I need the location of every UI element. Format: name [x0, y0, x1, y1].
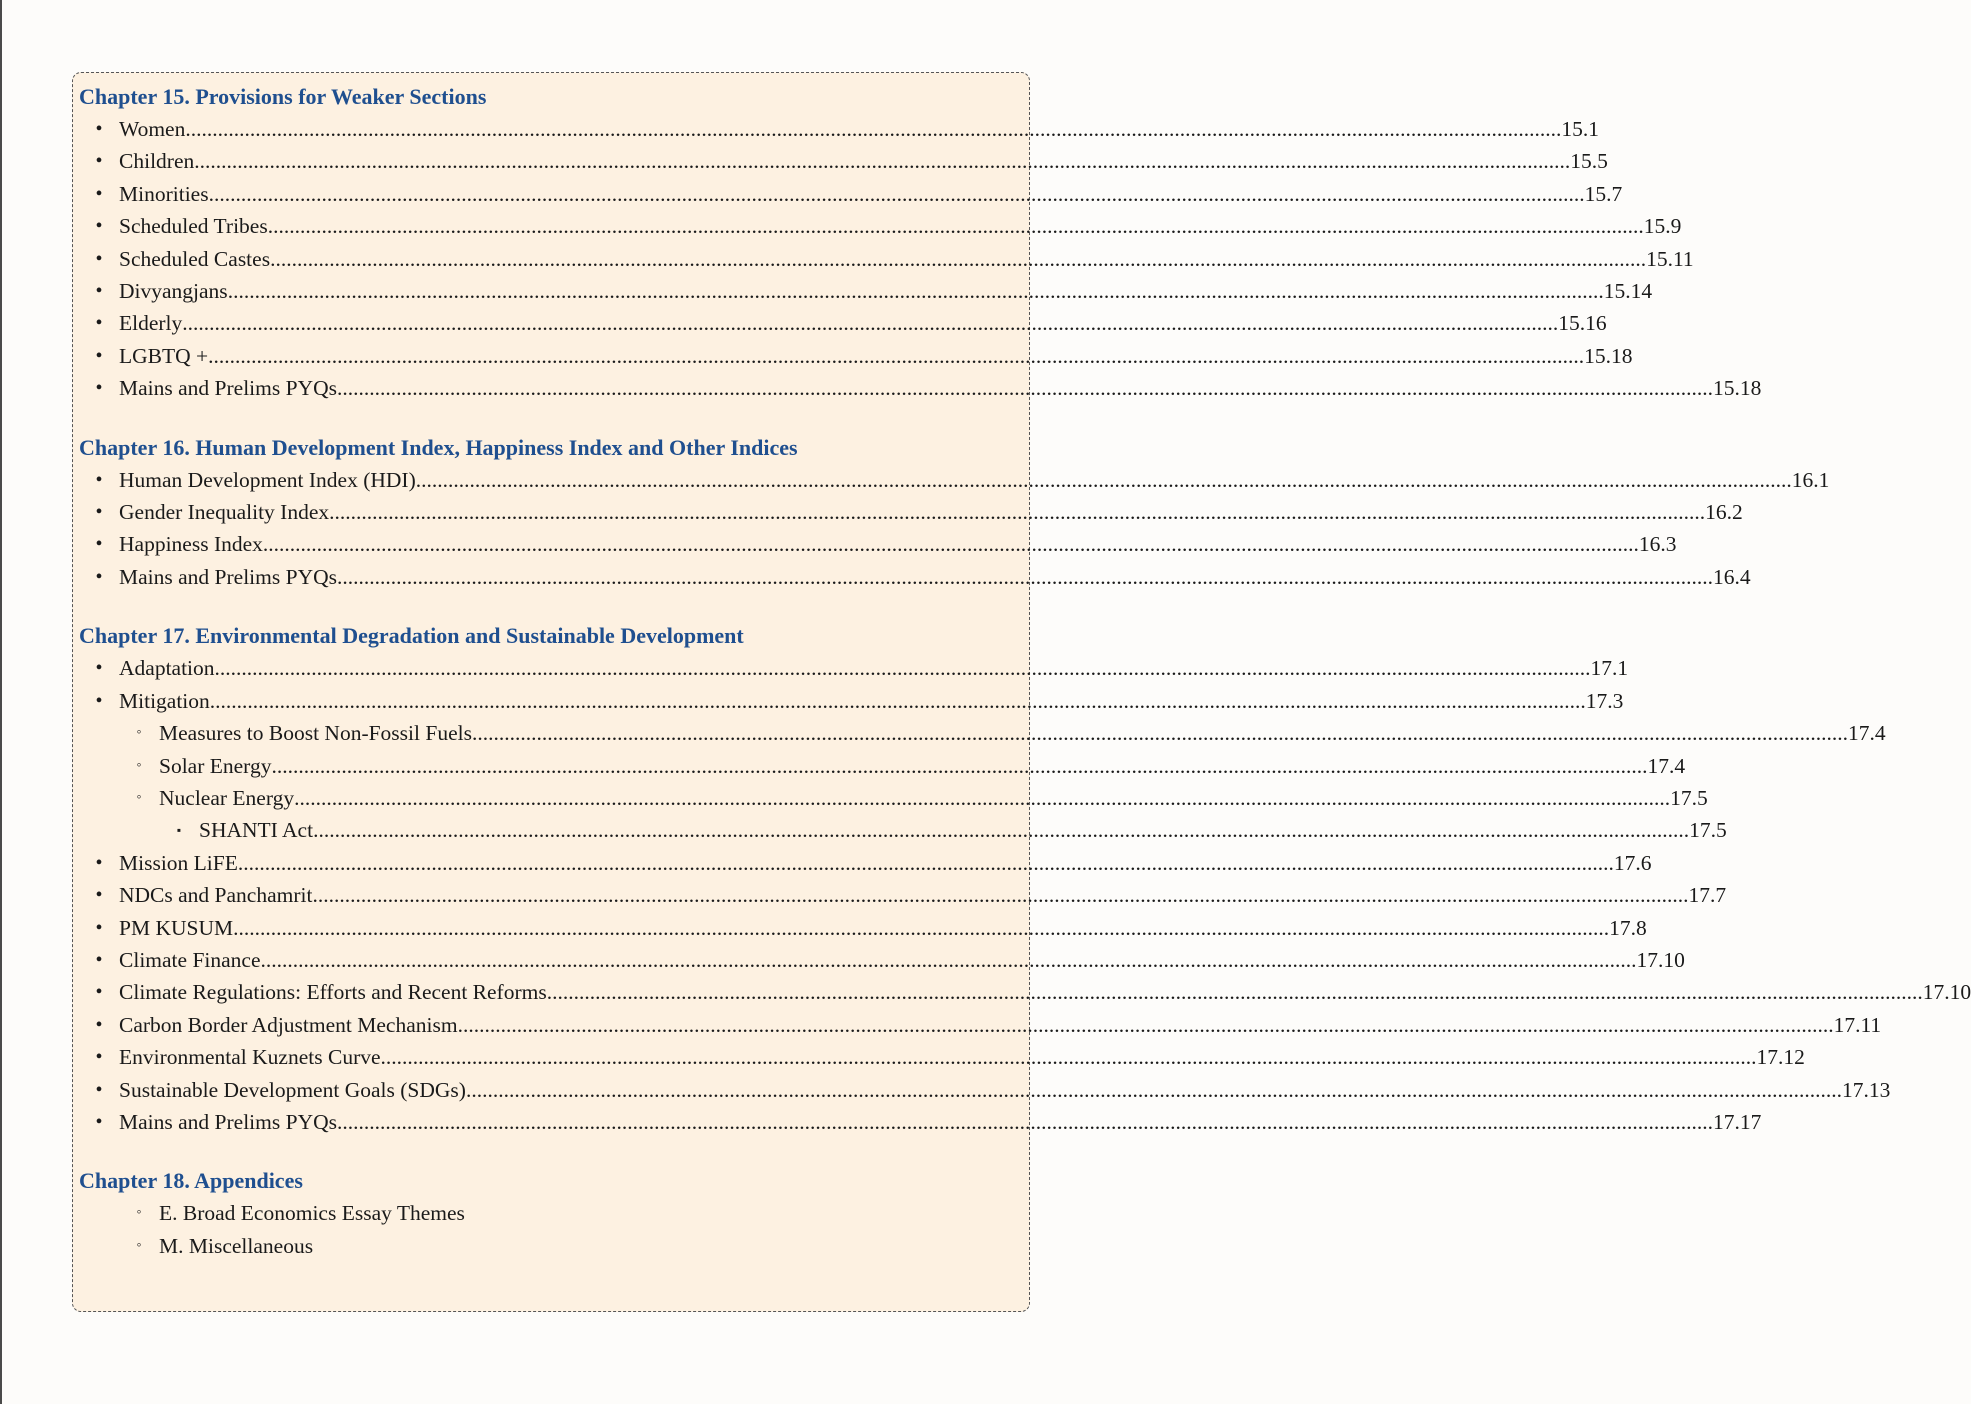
bullet-disc-icon: • — [95, 565, 103, 588]
toc-entry[interactable] — [79, 685, 1624, 717]
bullet-disc-icon: • — [95, 657, 103, 680]
bullet-disc-icon: • — [95, 215, 103, 238]
bullet-disc-icon: • — [95, 916, 103, 939]
bullet-disc-icon: • — [95, 884, 103, 907]
toc-entry[interactable] — [79, 178, 1623, 210]
dot-leader — [547, 976, 1923, 1008]
toc-entry-label: Mains and Prelims PYQs — [119, 1109, 337, 1134]
toc-entry-page-number: 15.11 — [1646, 246, 1694, 271]
dot-leader — [194, 145, 1570, 177]
toc-entry-page-number: 17.10 — [1636, 947, 1685, 972]
toc-entry[interactable] — [79, 847, 1652, 879]
bullet-disc-icon: • — [95, 533, 103, 556]
toc-entry-label: LGBTQ + — [119, 343, 209, 368]
dot-leader — [182, 307, 1558, 339]
toc-entry-page-number: 17.13 — [1841, 1077, 1891, 1102]
bullet-disc-icon: • — [95, 948, 103, 971]
bullet-disc-icon: • — [95, 118, 103, 140]
dot-leader — [416, 464, 1792, 496]
toc-entry-page-number: 15.7 — [1584, 181, 1623, 206]
toc-entry[interactable] — [79, 145, 1608, 177]
toc-entry[interactable] — [79, 561, 1751, 593]
dot-leader — [238, 847, 1614, 879]
bullet-disc-icon: • — [95, 1078, 103, 1101]
toc-entry-page-number: 17.5 — [1689, 818, 1727, 843]
chapter-section — [79, 620, 1971, 1138]
dot-leader — [337, 372, 1713, 404]
toc-entry-page-number: 17.8 — [1609, 915, 1647, 940]
toc-entry-page-number: 17.12 — [1756, 1045, 1805, 1070]
toc-entry-label: Climate Finance — [119, 947, 261, 972]
toc-entry-label: Elderly — [119, 311, 183, 336]
toc-entry[interactable] — [79, 210, 1682, 242]
toc-entry-label: E. Broad Economics Essay Themes — [159, 1201, 465, 1226]
toc-entry-page-number: 16.3 — [1638, 532, 1677, 557]
dot-leader — [271, 750, 1647, 782]
dot-leader — [337, 561, 1713, 593]
toc-entry[interactable] — [79, 944, 1685, 976]
toc-entry[interactable] — [79, 340, 1633, 372]
toc-entry-page-number: 17.1 — [1590, 656, 1629, 681]
bullet-circle-icon: ◦ — [136, 725, 142, 741]
bullet-disc-icon: • — [95, 1110, 103, 1133]
toc-entry[interactable] — [79, 372, 1762, 404]
toc-entry[interactable] — [79, 912, 1647, 944]
page-edge-divider — [0, 0, 2, 1404]
toc-entry-page-number: 15.16 — [1558, 311, 1607, 336]
toc-entry-label: Human Development Index (HDI) — [119, 467, 416, 492]
chapter-section — [79, 1165, 1029, 1262]
dot-leader — [313, 814, 1689, 846]
toc-entry-page-number: 17.17 — [1713, 1109, 1762, 1134]
toc-entry[interactable] — [79, 652, 1629, 684]
toc-entry[interactable] — [79, 1074, 1891, 1106]
toc-entry-label: Mains and Prelims PYQs — [119, 376, 337, 401]
toc-entry-page-number: 16.1 — [1791, 467, 1830, 492]
chapter-section — [79, 81, 1762, 405]
chapter-title[interactable]: Chapter 16. Human Development Index, Happiness Index and Other Indices — [79, 434, 798, 460]
toc-entry-page-number: 15.5 — [1570, 149, 1608, 174]
bullet-circle-icon: ◦ — [136, 1237, 142, 1253]
toc-entry-label: Happiness Index — [119, 532, 263, 557]
toc-entry[interactable] — [79, 879, 1727, 911]
bullet-disc-icon: • — [95, 280, 103, 303]
toc-entry[interactable] — [79, 243, 1694, 275]
dot-leader — [312, 879, 1688, 911]
dot-leader — [263, 528, 1639, 560]
bullet-disc-icon: • — [95, 851, 103, 874]
bullet-square-icon: ▪ — [176, 823, 182, 838]
table-of-contents — [72, 72, 1971, 1312]
bullet-disc-icon: • — [95, 377, 103, 400]
bullet-disc-icon: • — [95, 182, 103, 205]
toc-entry-page-number: 17.5 — [1670, 785, 1708, 810]
dot-leader — [270, 243, 1646, 275]
toc-entry-label: PM KUSUM — [119, 915, 234, 940]
toc-entry-label: Carbon Border Adjustment Mechanism — [119, 1012, 458, 1037]
dot-leader — [381, 1041, 1757, 1073]
toc-entry-label: Women — [119, 117, 186, 141]
bullet-circle-icon: ◦ — [136, 1205, 142, 1221]
dot-leader — [294, 782, 1670, 814]
toc-entry-label: NDCs and Panchamrit — [119, 883, 313, 908]
toc-entry[interactable] — [79, 1009, 1882, 1041]
toc-entry[interactable] — [79, 496, 1743, 528]
toc-entry-page-number: 16.4 — [1713, 564, 1751, 589]
bullet-disc-icon: • — [95, 689, 103, 712]
toc-entry-label: Sustainable Development Goals (SDGs) — [119, 1077, 466, 1102]
toc-entry-page-number: 15.9 — [1643, 214, 1682, 239]
toc-entry-page-number: 15.18 — [1584, 343, 1633, 368]
toc-entry[interactable] — [79, 275, 1653, 307]
toc-entry-label: Scheduled Tribes — [119, 214, 268, 239]
dot-leader — [329, 496, 1705, 528]
toc-entry-label: Gender Inequality Index — [119, 500, 330, 525]
toc-entry[interactable] — [79, 976, 1971, 1008]
toc-entry-label: Solar Energy — [159, 753, 272, 778]
toc-entry-page-number: 15.1 — [1561, 117, 1599, 141]
toc-entry-label: Children — [119, 149, 195, 174]
toc-entry-page-number: 17.11 — [1833, 1012, 1882, 1037]
dot-leader — [268, 210, 1644, 242]
chapter-title[interactable]: Chapter 18. Appendices — [79, 1168, 303, 1194]
toc-entry[interactable] — [79, 307, 1607, 339]
toc-entry-page-number: 17.7 — [1688, 883, 1727, 908]
toc-entry-page-number: 17.4 — [1847, 721, 1886, 746]
chapter-title[interactable]: Chapter 15. Provisions for Weaker Sections — [79, 84, 487, 109]
bullet-disc-icon: • — [95, 150, 103, 173]
dot-leader — [472, 717, 1848, 749]
toc-entry-label: Minorities — [119, 181, 209, 206]
bullet-disc-icon: • — [95, 1013, 103, 1036]
toc-entry-page-number: 17.3 — [1585, 688, 1624, 713]
bullet-disc-icon: • — [95, 1046, 103, 1069]
toc-entry-label: Environmental Kuznets Curve — [119, 1045, 381, 1070]
bullet-disc-icon: • — [95, 344, 103, 367]
dot-leader — [185, 113, 1561, 145]
bullet-circle-icon: ◦ — [136, 789, 142, 805]
toc-entry-page-number: 15.18 — [1713, 376, 1762, 401]
toc-entry-label: Measures to Boost Non-Fossil Fuels — [159, 721, 472, 746]
bullet-disc-icon: • — [95, 981, 103, 1004]
toc-chapters — [79, 81, 1971, 1262]
chapter-title[interactable]: Chapter 17. Environmental Degradation and Sustainable Development — [79, 623, 744, 649]
toc-entry-page-number: 16.2 — [1705, 500, 1743, 525]
bullet-disc-icon: • — [95, 312, 103, 335]
bullet-disc-icon: • — [95, 247, 103, 270]
dot-leader — [210, 685, 1586, 717]
toc-entry-page-number: 17.10 — [1922, 980, 1971, 1005]
toc-entry[interactable] — [79, 782, 1708, 814]
toc-entry-label: Nuclear Energy — [159, 785, 295, 810]
toc-entry-page-number: 15.14 — [1603, 279, 1653, 304]
bullet-circle-icon: ◦ — [136, 757, 142, 773]
toc-entry[interactable] — [79, 717, 1886, 749]
toc-entry-page-number: 17.4 — [1647, 753, 1686, 778]
toc-entry-label: Mitigation — [119, 688, 210, 713]
dot-leader — [233, 912, 1609, 944]
bullet-disc-icon: • — [95, 468, 103, 491]
toc-entry[interactable] — [79, 814, 1727, 846]
bullet-disc-icon: • — [95, 501, 103, 524]
dot-leader — [261, 944, 1637, 976]
toc-entry-label: Scheduled Castes — [119, 246, 271, 271]
toc-entry[interactable] — [79, 750, 1686, 782]
toc-entry-page-number: 17.6 — [1613, 850, 1652, 875]
toc-entry[interactable] — [79, 528, 1677, 560]
toc-entry[interactable] — [79, 464, 1830, 496]
dot-leader — [215, 652, 1591, 684]
dot-leader — [208, 340, 1584, 372]
toc-entry[interactable] — [79, 1106, 1762, 1138]
toc-entry[interactable] — [79, 1230, 1029, 1262]
dot-leader — [209, 178, 1585, 210]
toc-entry-label: Mains and Prelims PYQs — [119, 564, 337, 589]
toc-entry[interactable] — [79, 1041, 1805, 1073]
toc-entry[interactable] — [79, 113, 1599, 145]
toc-entry-label: Divyangjans — [119, 279, 228, 304]
chapter-section — [79, 432, 1830, 594]
toc-entry-label: M. Miscellaneous — [159, 1233, 314, 1258]
dot-leader — [466, 1074, 1842, 1106]
toc-entry[interactable] — [79, 1197, 1029, 1229]
toc-entry-label: Mission LiFE — [119, 850, 238, 875]
dot-leader — [337, 1106, 1713, 1138]
dot-leader — [228, 275, 1604, 307]
toc-entry-label: Adaptation — [119, 656, 215, 681]
toc-entry-label: Climate Regulations: Efforts and Recent Reforms — [119, 980, 547, 1005]
dot-leader — [458, 1009, 1834, 1041]
toc-entry-label: SHANTI Act — [199, 818, 314, 843]
